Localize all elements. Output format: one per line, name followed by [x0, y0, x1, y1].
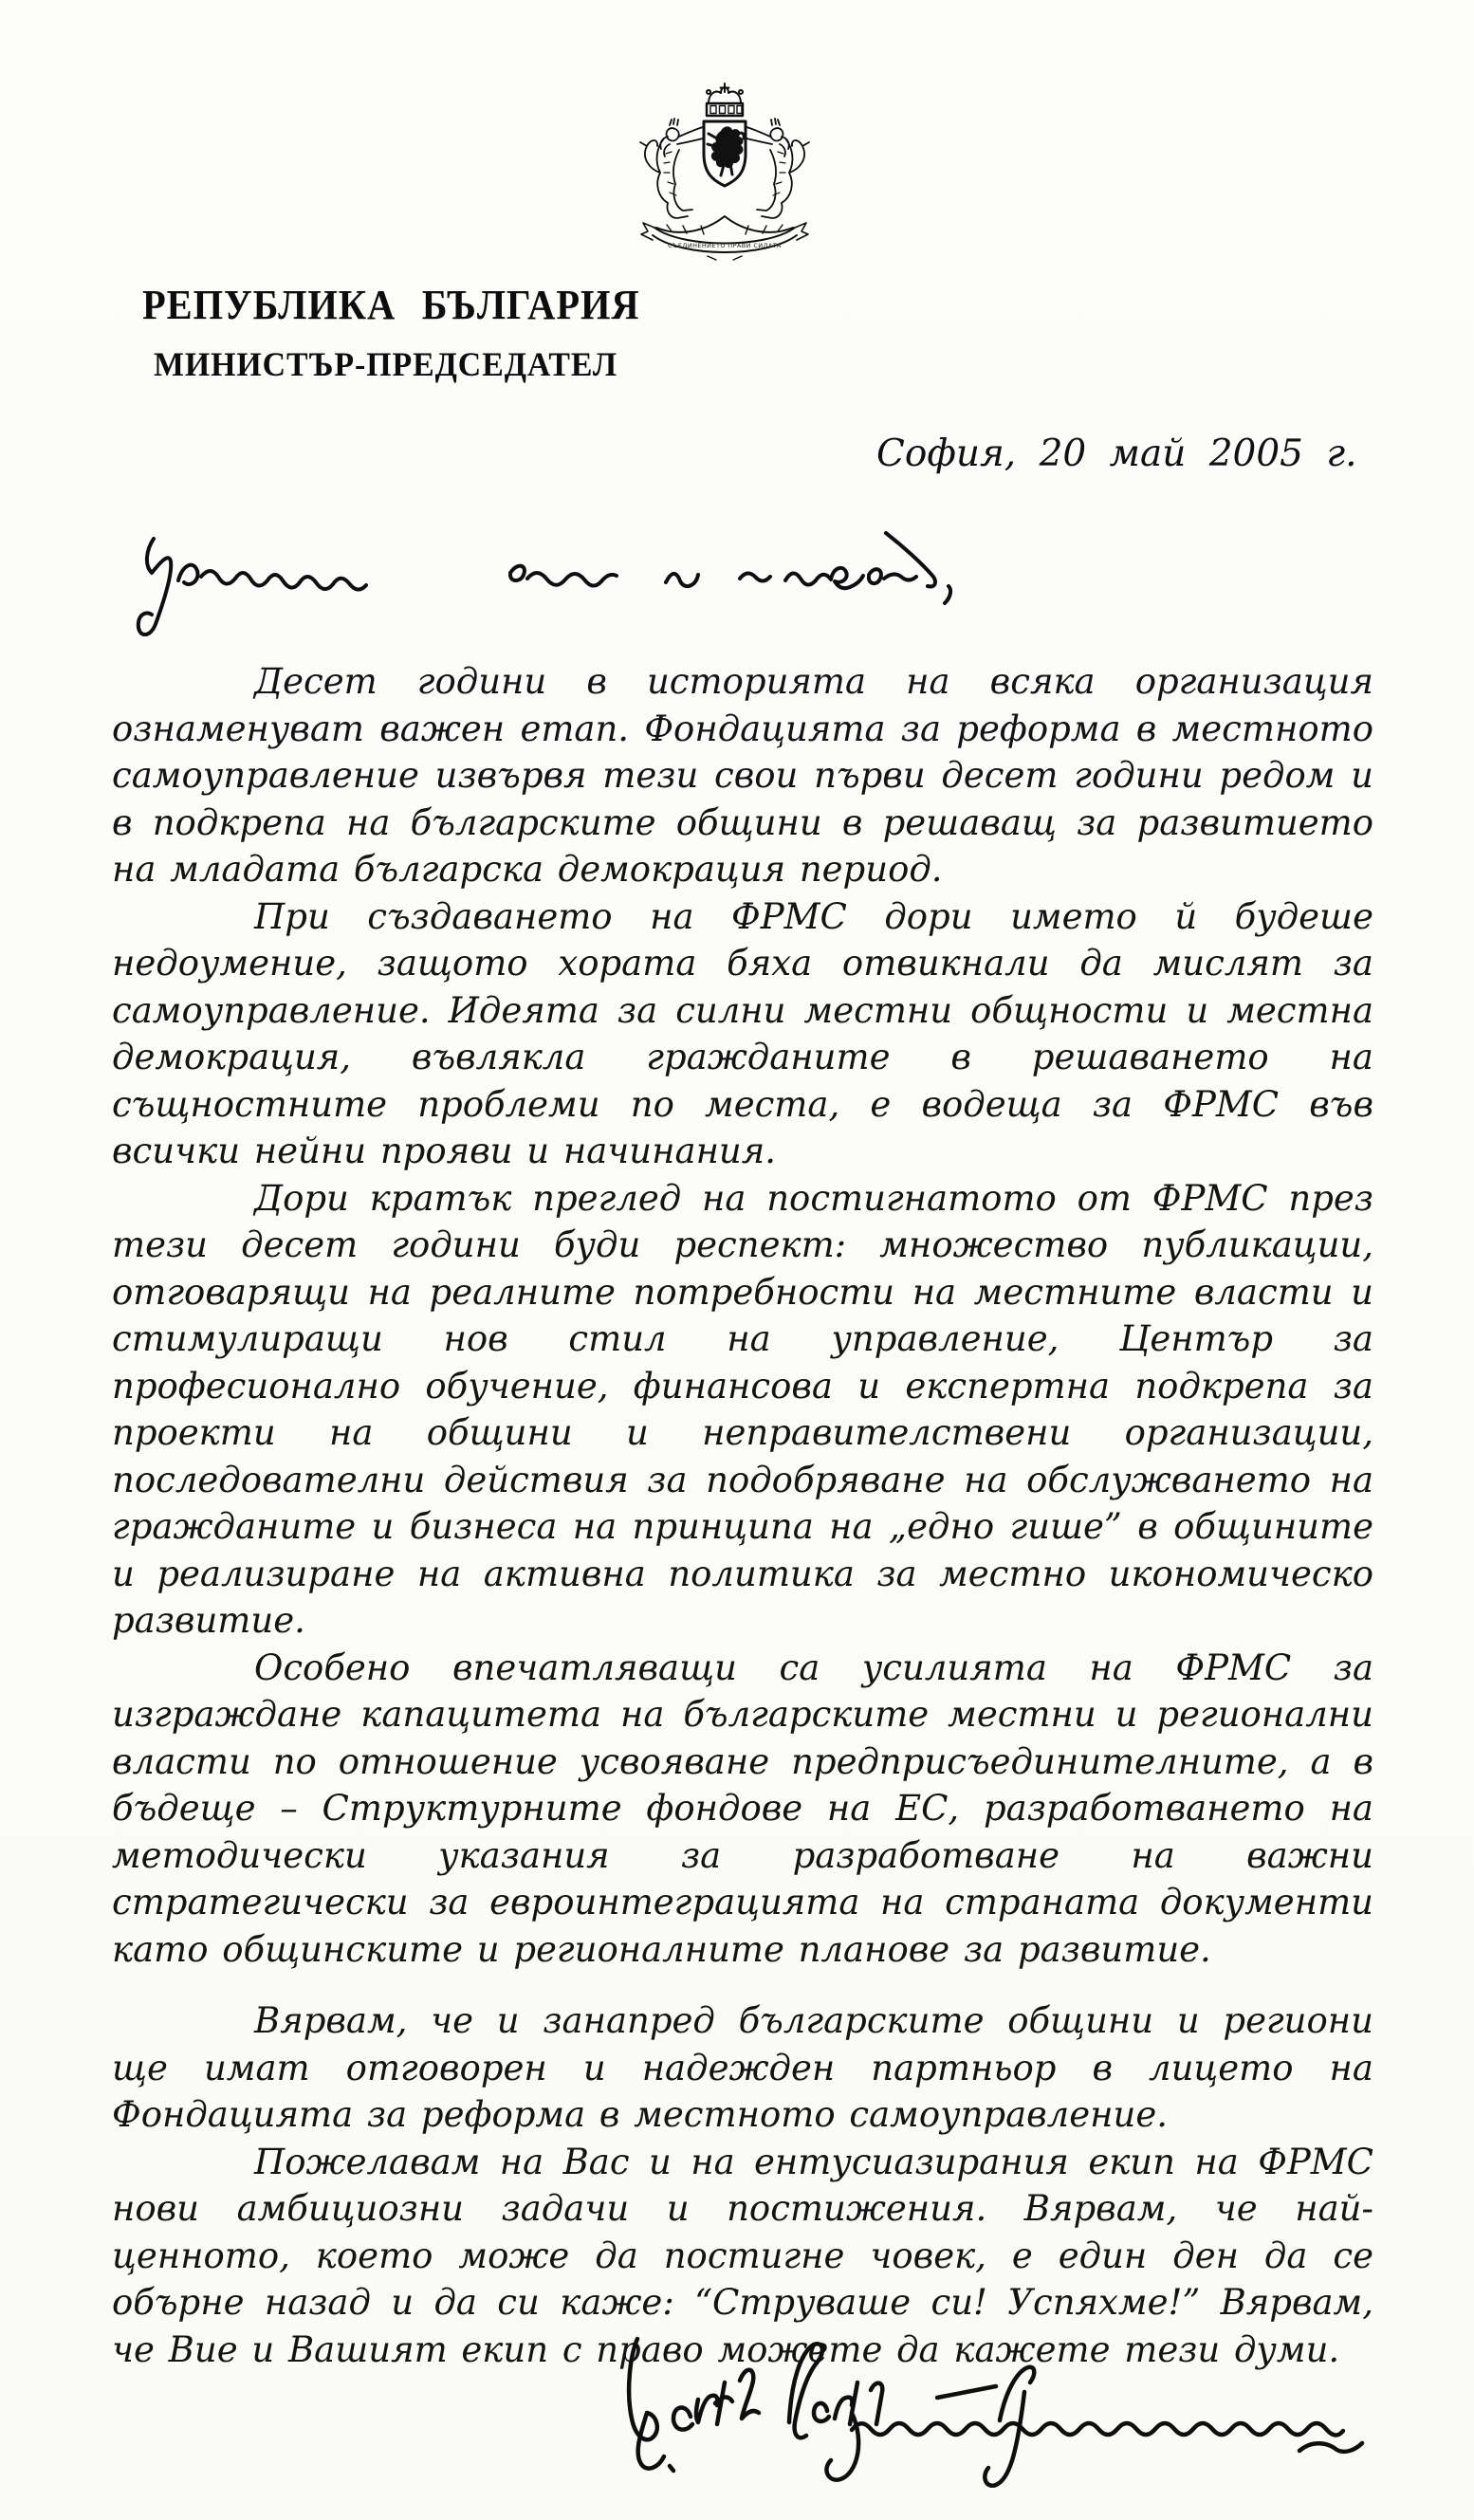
letter-paragraph: Пожелавам на Вас и на ентусиазирания екип на ФРМС нови амбициозни задачи и постижения. Вярвам, че най-ценното, което може да постигне човек, е един ден да се обърне назад и да си каже: “Струваше си! Успяхме!” Вярвам, че Вие и Вашият екип с право можете да кажете тези думи.	[112, 2141, 1373, 2370]
letter-body	[112, 658, 1373, 2373]
letter-paragraph: Дори кратък преглед на постигнатото от ФРМС през тези десет години буди респект: множество публикации, отговарящи на реалните потребности на местните власти и стимулиращи нов стил на управление, Център за професионално обучение, финансова и експертна подкрепа за проекти на общини и неправителствени организации, последователни действия за подобряване на обслужването на гражданите и бизнеса на принципа на „едно гише” в общините и реализиране на активна политика за местно икономическо развитие.	[112, 1177, 1373, 1641]
country-name: РЕПУБЛИКА БЪЛГАРИЯ	[142, 282, 640, 328]
letterhead	[142, 281, 683, 384]
emblem-motto-text: СЪЕДИНЕНИЕТО ПРАВИ СИЛАТА	[668, 242, 782, 249]
coat-of-arms-icon	[615, 78, 835, 262]
office-title: МИНИСТЪР-ПРЕДСЕДАТЕЛ	[154, 345, 618, 383]
handwritten-salutation	[121, 512, 994, 673]
signature	[603, 2269, 1457, 2515]
letter-paragraph: Особено впечатляващи са усилията на ФРМС за изграждане капацитета на българските местни и регионални власти по отношение усвояване предприсъединителните, а в бъдеще – Структурните фондове на ЕС, разработването на методически указания за разработване на важни стратегически за евроинтеграцията на страната документи като общинските и регионалните планове за развитие.	[112, 1646, 1373, 1970]
letter-paragraph: Вярвам, че и занапред българските общини и региони ще имат отговорен и надежден партньор в лицето на Фондацията за реформа в местното самоуправление.	[112, 2000, 1373, 2135]
letter-paragraph: При създаването на ФРМС дори името й будеше недоумение, защото хората бяха отвикнали да мислят за самоуправление. Идеята за силни местни общности и местна демокрация, въвлякла гражданите в решаването на същностните проблеми по места, е водеща за ФРМС във всички нейни прояви и начинания.	[112, 895, 1373, 1171]
letter-paragraph: Десет години в историята на всяка организация ознаменуват важен етап. Фондацията за реформа в местното самоуправление извървя тези свои първи десет години редом и в подкрепа на българските общини в решаващ за развитието на младата българска демокрация период.	[112, 661, 1373, 890]
dateline: София, 20 май 2005 г.	[876, 432, 1357, 475]
